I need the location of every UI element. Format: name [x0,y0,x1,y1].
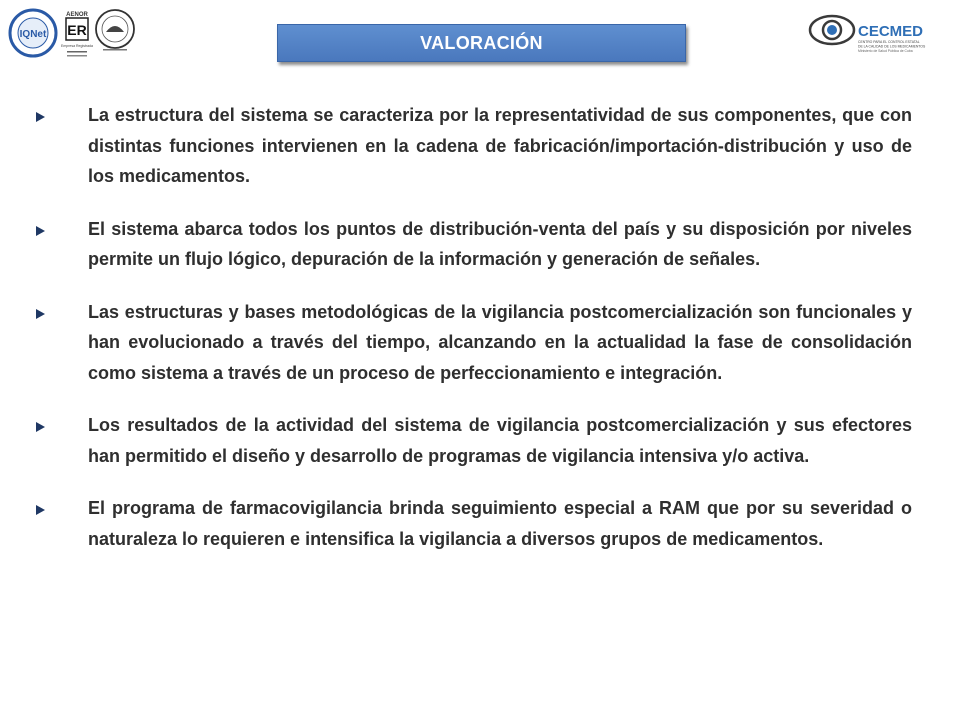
triangle-bullet-icon [36,422,45,432]
aenor-er-logo [61,9,93,63]
bullet-list [30,100,912,576]
certification-seal-logo [94,8,136,54]
aenor-mark-text: ER [67,22,87,38]
bullet-item [30,493,912,554]
slide-title: VALORACIÓN [277,24,686,62]
cecmed-sub-line1: CENTRO PARA EL CONTROL ESTATAL [858,40,920,44]
cecmed-sub-line2: DE LA CALIDAD DE LOS MEDICAMENTOS [858,44,926,49]
bullet-item [30,297,912,389]
aenor-logo-text: AENOR [66,12,88,18]
triangle-bullet-icon [36,505,45,515]
bullet-text: El sistema abarca todos los puntos de distribución-venta del país y su disposición por niveles permite un flujo lógico, depuración de la información y generación de señales. [88,218,912,269]
bullet-item [30,214,912,275]
cecmed-logo [808,8,948,64]
iqnet-logo-text: IQNet [19,29,47,40]
triangle-bullet-icon [36,226,45,236]
bullet-text: La estructura del sistema se caracteriza por la representatividad de sus componentes, que con distintas funciones intervienen en la cadena de fabricación/importación-distribución y uso de los medicamentos. [88,105,912,186]
bullet-text: Los resultados de la actividad del sistema de vigilancia postcomercialización y sus efectores han permitido el diseño y desarrollo de programas de vigilancia intensiva y/o activa. [88,415,912,466]
cecmed-wordmark: CECMED [858,23,924,40]
triangle-bullet-icon [36,112,45,122]
cecmed-sub-line3: Ministerio de Salud Pública de Cuba [858,49,913,53]
triangle-bullet-icon [36,309,45,319]
bullet-item [30,410,912,471]
aenor-sub-text: Empresa Registrada [61,44,93,48]
cecmed-eye-icon [810,16,854,44]
bullet-item [30,100,912,192]
bullet-text: Las estructuras y bases metodológicas de la vigilancia postcomercialización son funcionales y han evolucionado a través del tiempo, alcanzando en la actualidad la fase de consolidación como sistema a través de un proceso de perfeccionamiento e integración. [88,301,912,383]
iqnet-certification-logo [8,8,58,58]
bullet-text: El programa de farmacovigilancia brinda seguimiento especial a RAM que por su severidad o naturaleza lo requieren e intensifica la vigilancia a diversos grupos de medicamentos. [88,498,912,549]
